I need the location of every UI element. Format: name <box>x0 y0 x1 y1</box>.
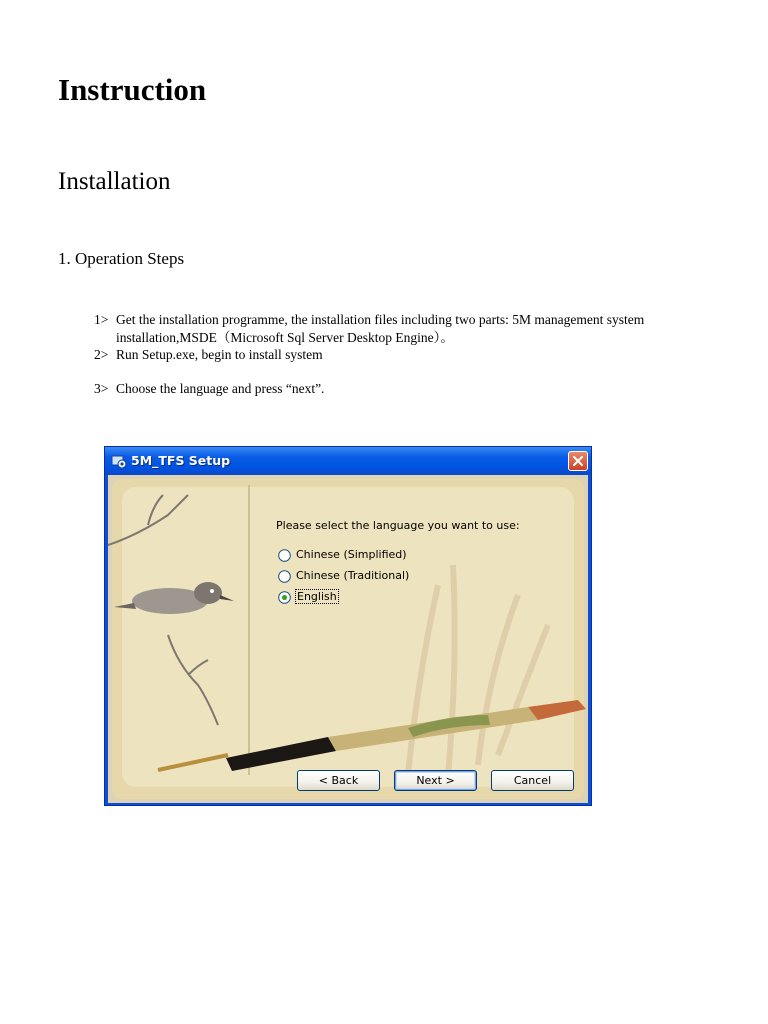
language-prompt: Please select the language you want to use: <box>276 519 520 532</box>
subsection-heading: 1. Operation Steps <box>58 249 185 268</box>
setup-app-icon <box>111 453 127 469</box>
back-button[interactable]: < Back <box>297 770 380 791</box>
setup-dialog <box>104 446 592 806</box>
document-title: Instruction <box>58 72 207 107</box>
step-text: Run Setup.exe, begin to install system <box>116 347 323 362</box>
step-number: 2> <box>94 347 109 362</box>
next-button[interactable]: Next > <box>394 770 477 791</box>
step-text: Get the installation programme, the installation files including two parts: 5M management system installation,MSDE（Microsoft Sql Server Desktop Engine）。 <box>116 312 645 345</box>
radio-checked-icon[interactable] <box>278 591 291 604</box>
cancel-button[interactable]: Cancel <box>491 770 574 791</box>
radio-unchecked-icon[interactable] <box>278 570 291 583</box>
step-text: Choose the language and press “next”. <box>116 381 325 396</box>
section-heading: Installation <box>58 168 171 195</box>
dialog-body <box>108 475 588 803</box>
dialog-titlebar[interactable] <box>105 447 591 475</box>
option-label: Chinese (Traditional) <box>296 569 410 582</box>
radio-unchecked-icon[interactable] <box>278 549 291 562</box>
close-icon <box>569 452 587 470</box>
dialog-title: 5M_TFS Setup <box>131 453 231 468</box>
close-button[interactable] <box>568 451 588 471</box>
option-label: Chinese (Simplified) <box>296 548 407 561</box>
step-number: 1> <box>94 312 109 327</box>
step-number: 3> <box>94 381 109 396</box>
option-label: English <box>297 590 337 603</box>
